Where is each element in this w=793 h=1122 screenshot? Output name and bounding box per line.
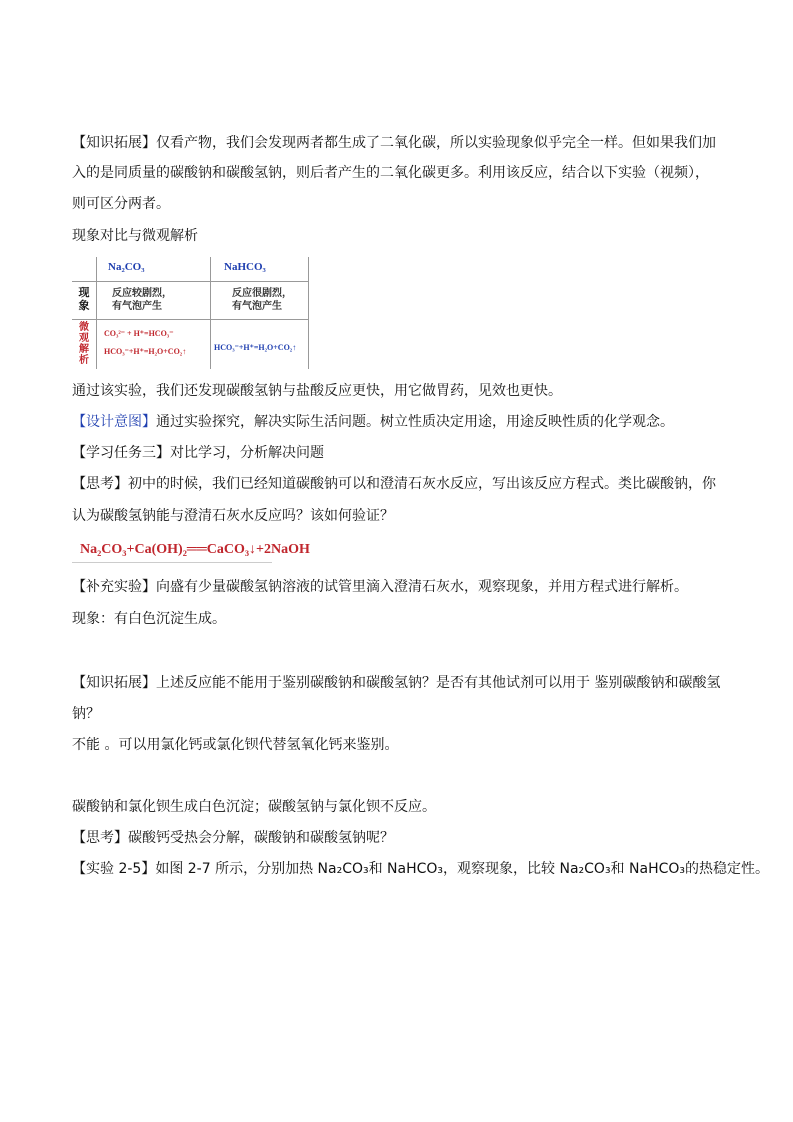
table-header-na2co3: Na₂CO₃ (108, 261, 145, 273)
answer-line-2: 碳酸钠和氯化钡生成白色沉淀；碳酸氢钠与氯化钡不反应。 (72, 799, 436, 815)
row-label-micro-analysis: 微观解析 (79, 322, 89, 366)
experiment-conclusion: 通过该实验，我们还发现碳酸氢钠与盐酸反应更快，用它做胃药，见效也更快。 (72, 383, 562, 399)
think-question-line-1: 【思考】初中的时候，我们已经知道碳酸钠可以和澄清石灰水反应，写出该反应方程式。类比碳酸钠，你 (72, 476, 716, 492)
supplementary-experiment: 【补充实验】向盛有少量碳酸氢钠溶液的试管里滴入澄清石灰水，观察现象，并用方程式进行解析。 (72, 579, 688, 595)
think-question-line-2: 认为碳酸氢钠能与澄清石灰水反应吗？该如何验证？ (72, 508, 394, 524)
knowledge-expansion-2-line-1: 【知识拓展】上述反应能不能用于鉴别碳酸钠和碳酸氢钠？是否有其他试剂可以用于 鉴别碳酸钠和碳酸氢 (72, 675, 721, 691)
knowledge-expansion-2-line-2: 钠？ (72, 706, 100, 722)
observation: 现象：有白色沉淀生成。 (72, 611, 226, 627)
nahco3-phenomenon: 反应很剧烈， 有气泡产生 (232, 288, 292, 312)
design-intent-text: 通过实验探究，解决实际生活问题。树立性质决定用途，用途反映性质的化学观念。 (156, 414, 674, 430)
na2co3-equation-2: HCO₃⁻+H⁺=H₂O+CO₂↑ (104, 347, 187, 356)
nahco3-equation: HCO₃⁻+H⁺=H₂O+CO₂↑ (214, 343, 297, 352)
section-title: 现象对比与微观解析 (72, 228, 198, 244)
na2co3-equation-1: CO₃²⁻ + H⁺=HCO₃⁻ (104, 329, 174, 338)
na2co3-phenomenon: 反应较剧烈， 有气泡产生 (112, 288, 172, 312)
reaction-equation: Na₂CO₃+Ca(OH)₂══CaCO₃↓+2NaOH (80, 542, 310, 557)
design-intent (72, 413, 674, 431)
comparison-table (72, 257, 312, 369)
answer-underline (72, 562, 272, 563)
design-intent-tag: 【设计意图】 (72, 414, 156, 430)
think-question-2: 【思考】碳酸钙受热会分解，碳酸钠和碳酸氢钠呢？ (72, 830, 394, 846)
knowledge-expansion-line-2: 入的是同质量的碳酸钠和碳酸氢钠，则后者产生的二氧化碳更多。利用该反应，结合以下实验（视频）， (72, 165, 709, 181)
answer-line-1: 不能 。可以用氯化钙或氯化钡代替氢氧化钙来鉴别。 (72, 737, 399, 753)
row-label-phenomenon: 现象 (78, 286, 90, 312)
knowledge-expansion-line-1: 【知识拓展】仅看产物，我们会发现两者都生成了二氧化碳，所以实验现象似乎完全一样。但如果我们加 (72, 135, 716, 151)
learning-task-3: 【学习任务三】对比学习，分析解决问题 (72, 445, 324, 461)
table-header-nahco3: NaHCO₃ (224, 261, 266, 273)
experiment-2-5: 【实验 2-5】如图 2-7 所示，分别加热 Na₂CO₃和 NaHCO₃，观察现象，比较 Na₂CO₃和 NaHCO₃的热稳定性。 (72, 861, 769, 877)
knowledge-expansion-line-3: 则可区分两者。 (72, 196, 170, 212)
